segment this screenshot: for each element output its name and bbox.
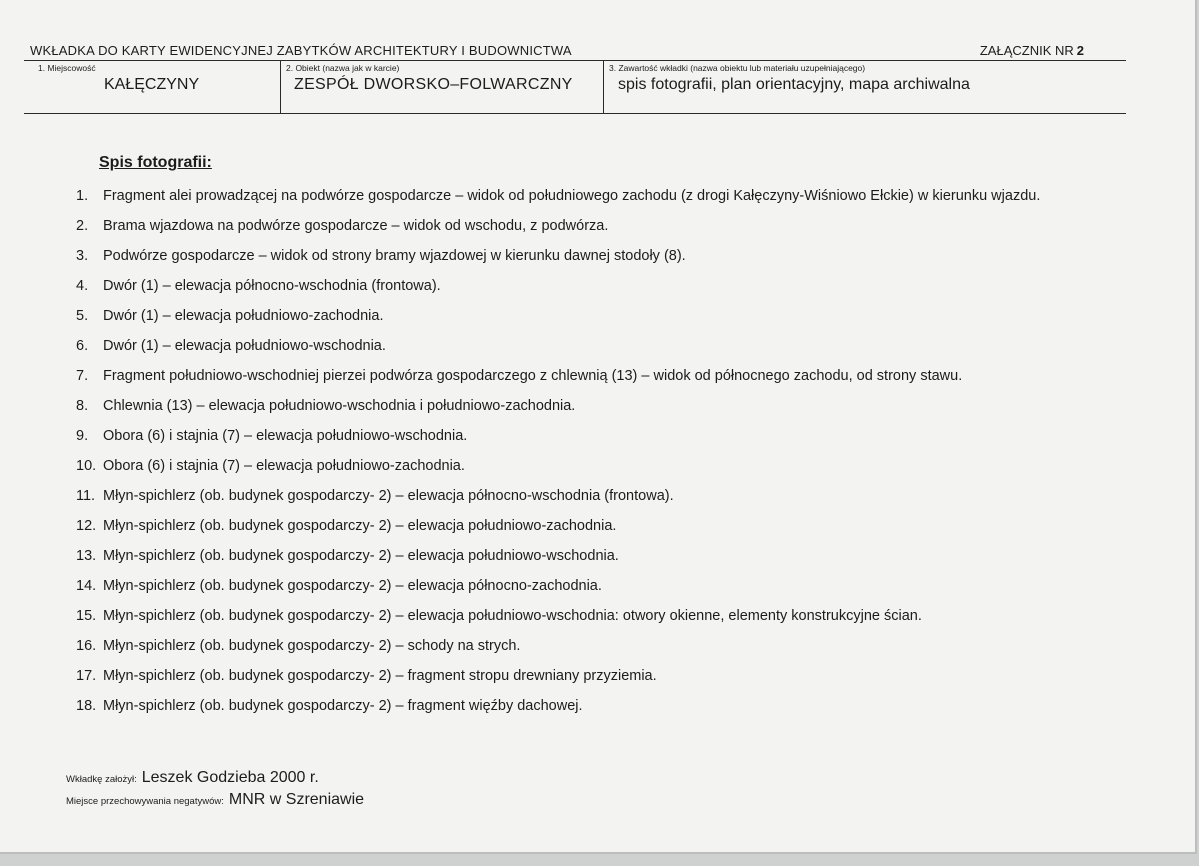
item-text: Młyn-spichlerz (ob. budynek gospodarczy- 2) – schody na strych. — [103, 638, 521, 654]
list-item — [76, 691, 1136, 721]
item-text: Dwór (1) – elewacja południowo-zachodnia. — [103, 308, 384, 324]
item-number: 5. — [76, 308, 89, 324]
author-row — [66, 769, 319, 787]
header-top-rule — [24, 60, 1126, 61]
contents-value: spis fotografii, plan orientacyjny, mapa archiwalna — [618, 76, 970, 93]
section-heading: Spis fotografii: — [99, 154, 212, 171]
item-number: 7. — [76, 368, 89, 384]
photo-list — [76, 181, 1136, 721]
item-number: 12. — [76, 518, 97, 534]
item-text: Dwór (1) – elewacja południowo-wschodnia. — [103, 338, 386, 354]
item-text: Brama wjazdowa na podwórze gospodarcze – widok od wschodu, z podwórza. — [103, 218, 609, 234]
item-number: 10. — [76, 458, 97, 474]
item-text: Młyn-spichlerz (ob. budynek gospodarczy- 2) – elewacja południowo-wschodnia: otwory okienne, elementy konstrukcyjne ścian. — [103, 608, 922, 624]
item-number: 11. — [76, 488, 96, 504]
item-text: Chlewnia (13) – elewacja południowo-wschodnia i południowo-zachodnia. — [103, 398, 576, 414]
item-number: 3. — [76, 248, 89, 264]
item-text: Obora (6) i stajnia (7) – elewacja południowo-wschodnia. — [103, 428, 468, 444]
list-item — [76, 661, 1136, 691]
object-label: 2. Obiekt (nazwa jak w karcie) — [286, 63, 400, 73]
item-text: Fragment południowo-wschodniej pierzei podwórza gospodarczego z chlewnią (13) – widok od północnego zachodu, od strony stawu. — [103, 368, 963, 384]
list-item — [76, 481, 1136, 511]
list-item — [76, 631, 1136, 661]
item-number: 2. — [76, 218, 89, 234]
list-item — [76, 511, 1136, 541]
header-bottom-rule — [24, 113, 1126, 114]
item-number: 13. — [76, 548, 97, 564]
list-item — [76, 361, 1136, 391]
item-number: 16. — [76, 638, 97, 654]
list-item — [76, 211, 1136, 241]
column-divider-2 — [603, 61, 604, 114]
item-text: Obora (6) i stajnia (7) – elewacja południowo-zachodnia. — [103, 458, 465, 474]
list-item — [76, 571, 1136, 601]
list-item — [76, 271, 1136, 301]
item-number: 15. — [76, 608, 97, 624]
locality-value: KAŁĘCZYNY — [104, 76, 200, 93]
item-text: Fragment alei prowadzącej na podwórze gospodarcze – widok od południowego zachodu (z drogi Kałęczyny-Wiśniowo Ełckie) w kierunku wjazdu. — [103, 188, 1041, 204]
author-label: Wkładkę założył: — [66, 774, 137, 785]
item-text: Młyn-spichlerz (ob. budynek gospodarczy- 2) – elewacja północno-zachodnia. — [103, 578, 602, 594]
storage-label: Miejsce przechowywania negatywów: — [66, 796, 224, 807]
list-item — [76, 331, 1136, 361]
locality-label: 1. Miejscowość — [38, 63, 96, 73]
author-value: Leszek Godzieba 2000 r. — [141, 769, 319, 786]
item-text: Podwórze gospodarcze – widok od strony bramy wjazdowej w kierunku dawnej stodoły (8). — [103, 248, 686, 264]
list-item — [76, 451, 1136, 481]
list-item — [76, 601, 1136, 631]
annex-text: ZAŁĄCZNIK NR — [979, 43, 1074, 58]
item-number: 8. — [76, 398, 89, 414]
list-item — [76, 541, 1136, 571]
item-text: Młyn-spichlerz (ob. budynek gospodarczy- 2) – fragment więźby dachowej. — [103, 698, 583, 714]
item-number: 1. — [76, 188, 89, 204]
list-item — [76, 301, 1136, 331]
item-text: Dwór (1) – elewacja północno-wschodnia (frontowa). — [103, 278, 441, 294]
contents-label: 3. Zawartość wkładki (nazwa obiektu lub materiału uzupełniającego) — [609, 63, 866, 73]
item-text: Młyn-spichlerz (ob. budynek gospodarczy- 2) – fragment stropu drewniany przyziemia. — [103, 668, 657, 684]
item-number: 17. — [76, 668, 97, 684]
storage-value: MNR w Szreniawie — [228, 791, 365, 808]
column-divider-1 — [280, 61, 281, 114]
item-number: 6. — [76, 338, 89, 354]
storage-row — [66, 791, 364, 809]
list-item — [76, 181, 1136, 211]
item-number: 9. — [76, 428, 89, 444]
list-item — [76, 421, 1136, 451]
item-text: Młyn-spichlerz (ob. budynek gospodarczy- 2) – elewacja południowo-wschodnia. — [103, 548, 619, 564]
annex-number: 2 — [1076, 43, 1084, 58]
document-title: WKŁADKA DO KARTY EWIDENCYJNEJ ZABYTKÓW ARCHITEKTURY I BUDOWNICTWA — [30, 43, 572, 58]
item-number: 18. — [76, 698, 97, 714]
item-number: 4. — [76, 278, 89, 294]
item-text: Młyn-spichlerz (ob. budynek gospodarczy- 2) – elewacja północno-wschodnia (frontowa). — [103, 488, 674, 504]
annex-label — [980, 43, 1084, 58]
list-item — [76, 391, 1136, 421]
item-number: 14. — [76, 578, 97, 594]
item-text: Młyn-spichlerz (ob. budynek gospodarczy- 2) – elewacja południowo-zachodnia. — [103, 518, 617, 534]
object-value: ZESPÓŁ DWORSKO–FOLWARCZNY — [294, 76, 573, 93]
list-item — [76, 241, 1136, 271]
